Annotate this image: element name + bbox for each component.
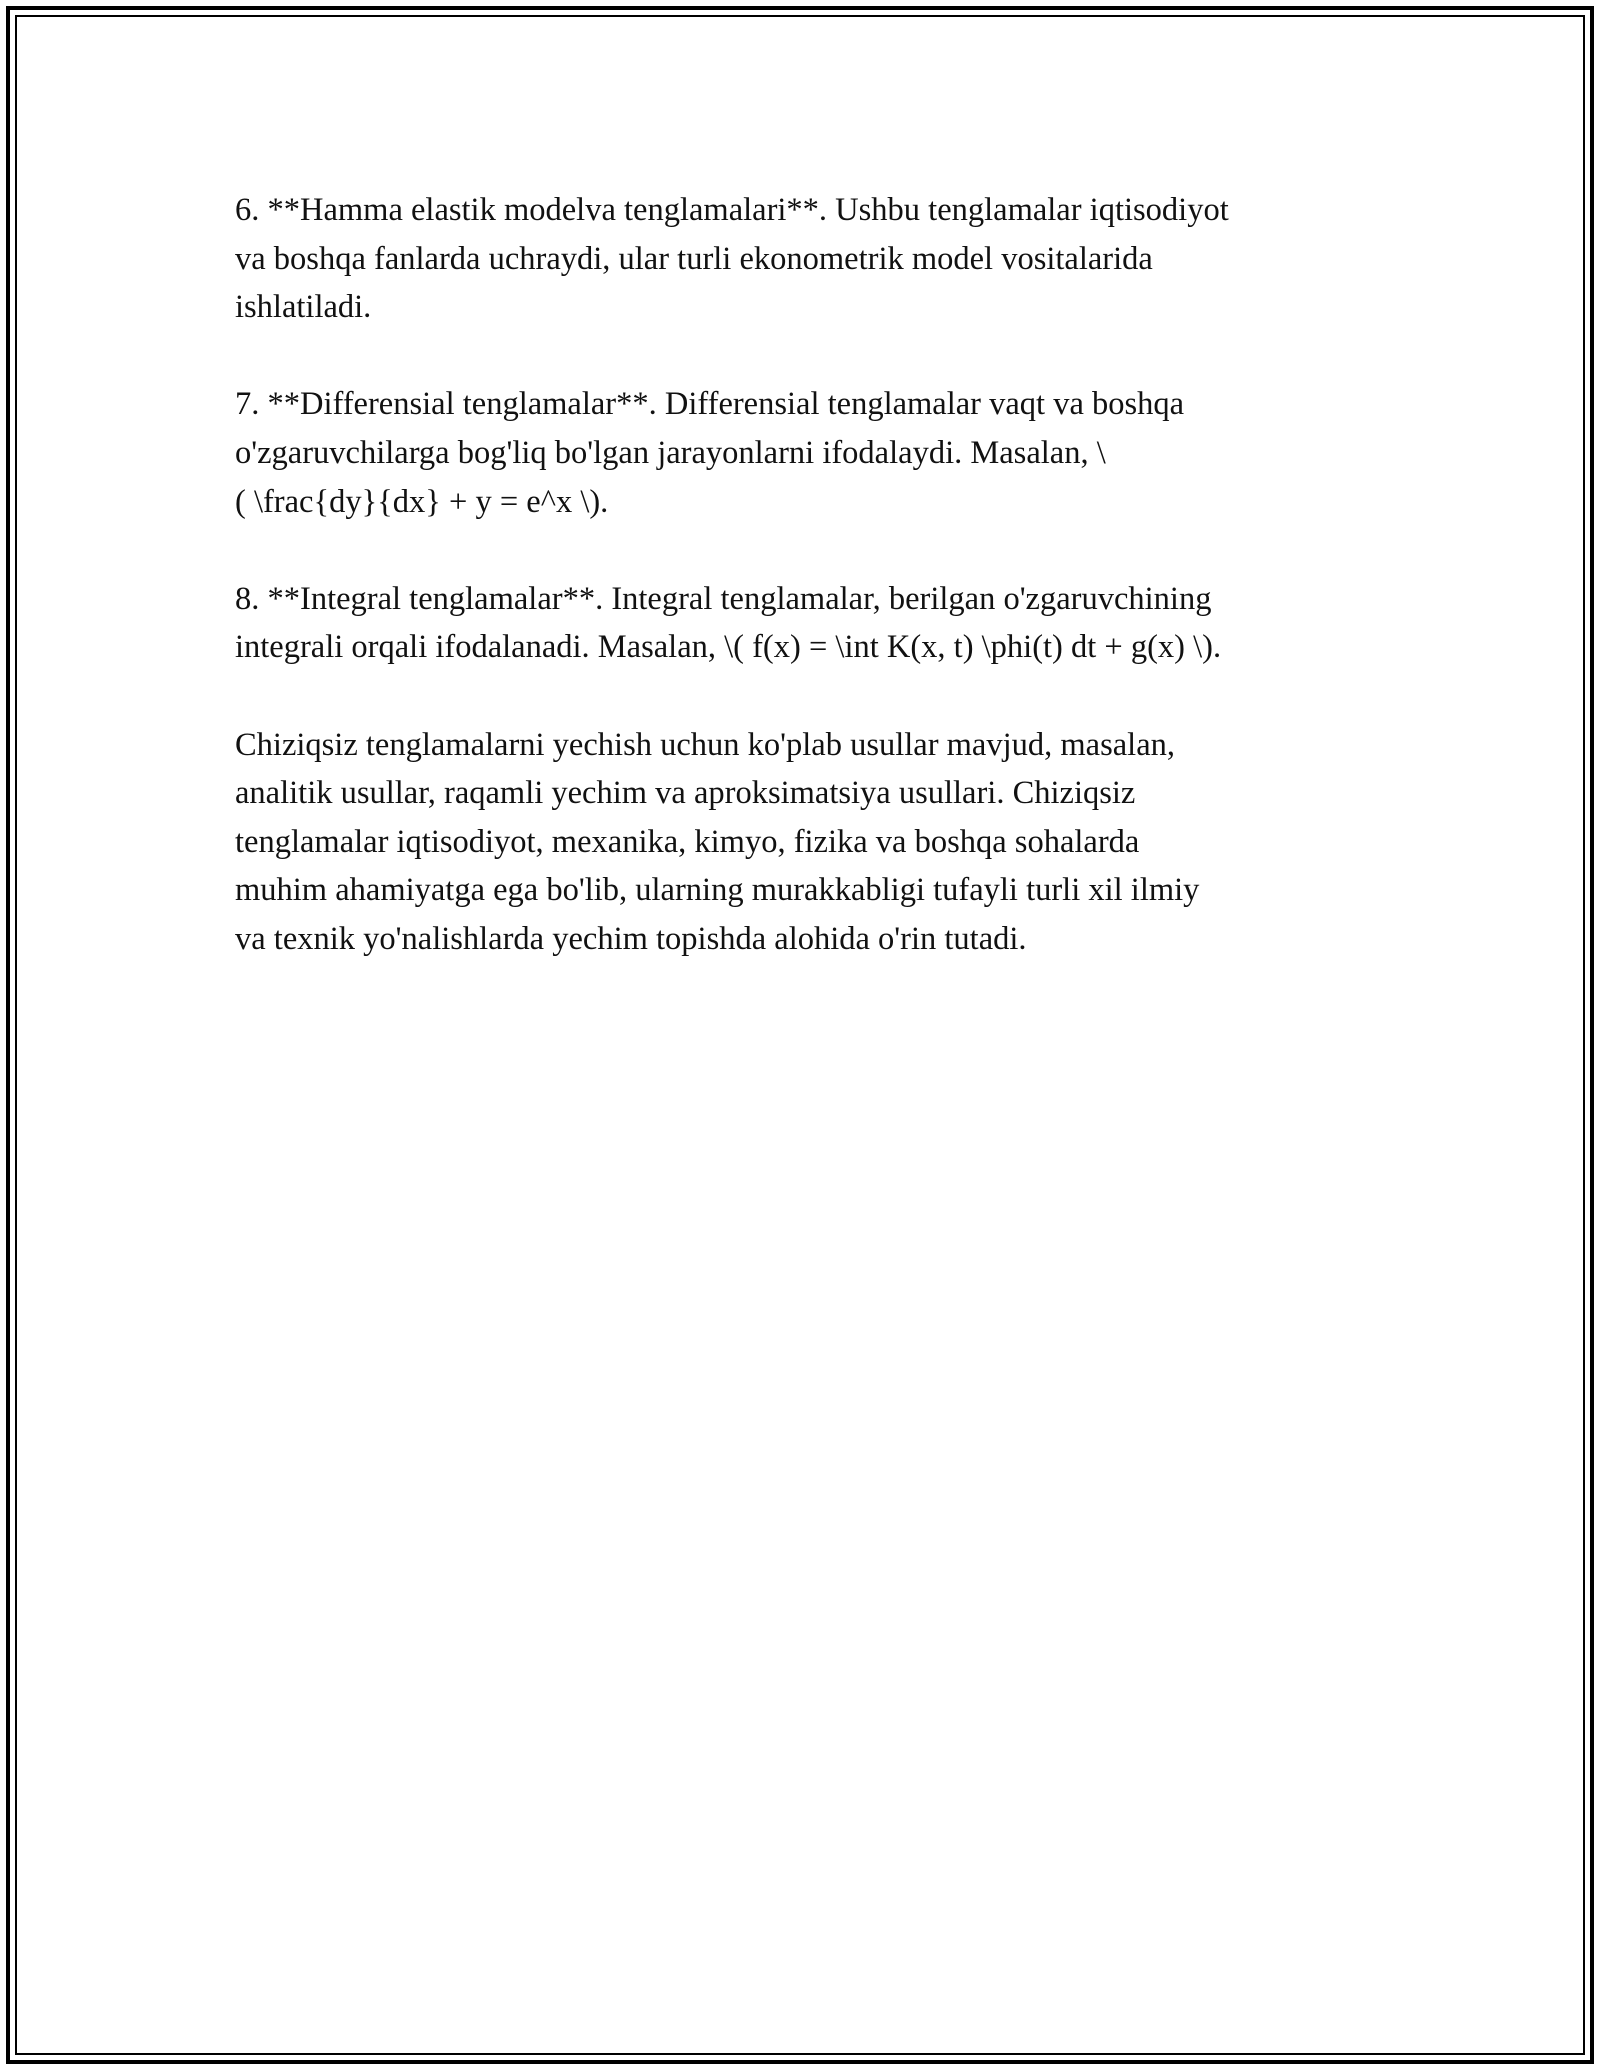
paragraph-item-8 — [235, 575, 1365, 672]
text-line: 6. **Hamma elastik modelva tenglamalari**. Ushbu tenglamalar iqtisodiyot — [235, 192, 1229, 228]
paragraph-item-6 — [235, 186, 1365, 332]
text-line: o'zgaruvchilarga bog'liq bo'lgan jarayonlarni ifodalaydi. Masalan, \ — [235, 434, 1106, 471]
text-line: analitik usullar, raqamli yechim va aproksimatsiya usullari. Chiziqsiz — [235, 775, 1136, 812]
paragraph-item-7 — [235, 380, 1365, 526]
text-line: tenglamalar iqtisodiyot, mexanika, kimyo, fizika va boshqa sohalarda — [235, 823, 1140, 860]
text-line: integrali orqali ifodalanadi. Masalan, \( f(x) = \int K(x, t) \phi(t) dt + g(x) \). — [235, 629, 1222, 666]
text-line: ( \frac{dy}{dx} + y = e^x \). — [235, 483, 609, 520]
document-body — [235, 186, 1365, 1012]
text-line: va boshqa fanlarda uchraydi, ular turli ekonometrik model vositalarida — [235, 240, 1153, 277]
text-line: 8. **Integral tenglamalar**. Integral tenglamalar, berilgan o'zgaruvchining — [235, 580, 1212, 617]
text-line: 7. **Differensial tenglamalar**. Differensial tenglamalar vaqt va boshqa — [235, 386, 1185, 423]
text-line: ishlatiladi. — [235, 289, 372, 326]
text-line: muhim ahamiyatga ega bo'lib, ularning murakkabligi tufayli turli xil ilmiy — [235, 872, 1200, 909]
text-line: va texnik yo'nalishlarda yechim topishda alohida o'rin tutadi. — [235, 920, 1027, 957]
text-line: Chiziqsiz tenglamalarni yechish uchun ko'plab usullar mavjud, masalan, — [235, 726, 1175, 763]
paragraph-conclusion — [235, 721, 1365, 964]
